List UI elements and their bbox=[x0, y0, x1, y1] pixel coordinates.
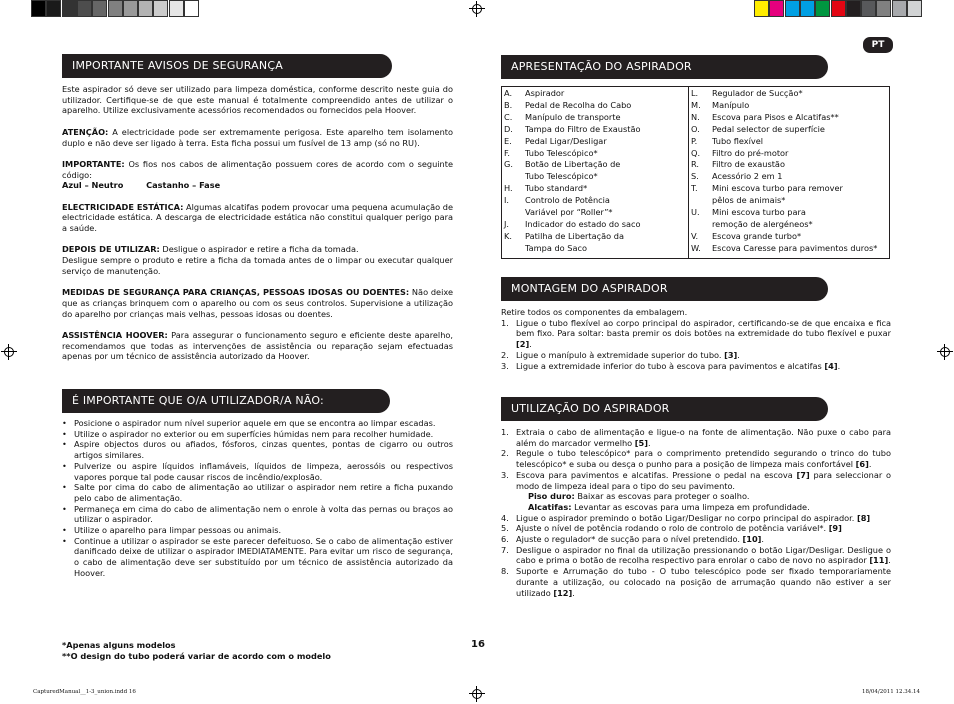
part-letter: L. bbox=[691, 88, 699, 98]
step-item bbox=[501, 448, 891, 469]
step-text-end: . bbox=[868, 459, 872, 470]
children-paragraph: MEDIDAS DE SEGURANÇA PARA CRIANÇAS, PESSOAS IDOSAS OU DOENTES: Não deixe que as crianças brinquem com o aparelho ou com os seus controlos. Supervisione a utilização do aparelho por crianças mais velhas, pessoas idosas ou doentes. bbox=[62, 287, 453, 319]
part-name: Filtro do pré-motor bbox=[712, 147, 789, 158]
part-row bbox=[691, 112, 877, 124]
step-number: 1. bbox=[501, 317, 509, 328]
part-letter bbox=[504, 243, 525, 255]
step-item bbox=[501, 566, 891, 598]
footnote-tube-design: **O design do tubo poderá variar de acordo com o modelo bbox=[62, 650, 331, 661]
section-title-assembly: MONTAGEM DO ASPIRADOR bbox=[501, 277, 828, 301]
color-swatch bbox=[754, 0, 769, 17]
step-text-end: . bbox=[647, 437, 651, 448]
part-name: Tubo Telescópico* bbox=[525, 171, 598, 182]
part-row bbox=[504, 219, 641, 231]
part-row bbox=[691, 231, 877, 243]
figure-ref: [4] bbox=[824, 360, 838, 371]
part-name: remoção de alergéneos* bbox=[712, 218, 813, 229]
color-swatch bbox=[846, 0, 861, 17]
parts-list-left bbox=[504, 88, 641, 255]
step-number: 1. bbox=[501, 427, 509, 437]
do-not-item: • Utilize o aparelho para limpar pessoas ou animais. bbox=[62, 525, 453, 536]
part-row bbox=[504, 88, 641, 100]
safety-text bbox=[62, 84, 453, 373]
part-name: Escova Caresse para pavimentos duros* bbox=[712, 242, 878, 253]
step-text: Ligue o manípulo à extremidade superior do tubo. bbox=[516, 349, 725, 360]
step-number: 6. bbox=[501, 534, 509, 545]
part-name: Variável por “Roller”* bbox=[525, 207, 613, 218]
color-swatch bbox=[769, 0, 784, 17]
part-row bbox=[504, 136, 641, 148]
step-text-end: . bbox=[529, 339, 532, 350]
registration-mark-top bbox=[469, 1, 485, 17]
footnotes bbox=[62, 640, 392, 661]
part-row bbox=[691, 171, 877, 183]
part-name: Filtro de exaustão bbox=[712, 159, 785, 170]
part-name: Botão de Libertação de bbox=[525, 159, 621, 170]
part-letter: T. bbox=[691, 183, 698, 194]
color-swatch bbox=[62, 0, 77, 17]
part-row bbox=[504, 207, 641, 219]
part-name: Tubo flexível bbox=[712, 135, 764, 146]
color-swatch bbox=[861, 0, 876, 17]
part-row bbox=[691, 219, 877, 231]
color-swatch bbox=[31, 0, 46, 17]
part-row bbox=[504, 100, 641, 112]
part-letter bbox=[504, 171, 525, 183]
color-swatch bbox=[46, 0, 61, 17]
part-name: Controlo de Potência bbox=[525, 195, 610, 206]
part-name: Escova para Pisos e Alcatifas** bbox=[712, 111, 839, 122]
step-number: 3. bbox=[501, 360, 509, 371]
part-row bbox=[504, 159, 641, 171]
assembly-text bbox=[501, 307, 891, 371]
part-name: Manípulo bbox=[712, 99, 750, 110]
part-row bbox=[691, 183, 877, 195]
step-text: Ligue o aspirador premindo o botão Ligar/Desligar no corpo principal do aspirador. bbox=[516, 512, 857, 523]
step-item bbox=[501, 513, 891, 524]
registration-mark-left bbox=[1, 344, 17, 360]
part-row bbox=[691, 100, 877, 112]
parts-list-right bbox=[691, 88, 877, 255]
step-text: Desligue o aspirador no final da utilização pressionando o botão Ligar/Desligar. Desligue o cabo e prima o botão de recolha respectivo para enrolar o cabo de novo no aspirador bbox=[516, 544, 891, 566]
part-letter: O. bbox=[691, 123, 700, 134]
part-row bbox=[504, 171, 641, 183]
part-row bbox=[691, 243, 877, 255]
step-text-end: . bbox=[572, 587, 575, 598]
part-row bbox=[504, 112, 641, 124]
color-swatch bbox=[77, 0, 92, 17]
part-letter: G. bbox=[504, 159, 513, 170]
slug-date: 18/04/2011 12.34.14 bbox=[862, 689, 920, 695]
part-letter: W. bbox=[691, 242, 701, 253]
step-text-end: . bbox=[888, 555, 891, 566]
do-not-item: • Posicione o aspirador num nível superior aquele em que se encontra ao limpar escadas. bbox=[62, 418, 453, 429]
part-row bbox=[691, 148, 877, 160]
part-name: Tampa do Saco bbox=[525, 242, 587, 253]
important-paragraph: IMPORTANTE: Os fios nos cabos de alimentação possuem cores de acordo com o seguinte código: Azul – Neutro Castanho – Fase bbox=[62, 158, 453, 191]
step-item bbox=[501, 427, 891, 448]
step-text: Ajuste o nível de potência rodando o rolo de controlo de potência variável*. bbox=[516, 523, 829, 534]
part-name: Mini escova turbo para remover bbox=[712, 183, 843, 194]
do-not-item: • Salte por cima do cabo de alimentação ao utilizar o aspirador nem retire a ficha puxando pelo cabo de alimentação. bbox=[62, 482, 453, 503]
part-row bbox=[691, 136, 877, 148]
part-letter: D. bbox=[504, 123, 513, 134]
part-name: Manípulo de transporte bbox=[525, 111, 621, 122]
color-swatch bbox=[831, 0, 846, 17]
hard-floor-note: Piso duro: Baixar as escovas para proteger o soalho. bbox=[528, 491, 750, 502]
step-text: Escova para pavimentos e alcatifas. Pressione o pedal na escova bbox=[516, 469, 797, 480]
part-name: Tubo standard* bbox=[525, 183, 588, 194]
slug-filename: CapturedManual__1-3_union.indd 16 bbox=[33, 689, 136, 695]
part-letter: I. bbox=[504, 195, 510, 206]
part-row bbox=[504, 183, 641, 195]
part-name: Aspirador bbox=[525, 88, 565, 98]
section-title-presentation: APRESENTAÇÃO DO ASPIRADOR bbox=[501, 55, 828, 79]
part-letter: N. bbox=[691, 111, 700, 122]
part-letter: K. bbox=[504, 230, 512, 241]
registration-mark-right bbox=[937, 344, 953, 360]
part-letter: E. bbox=[504, 135, 512, 146]
step-number: 4. bbox=[501, 512, 509, 523]
color-swatch bbox=[169, 0, 184, 17]
part-letter: F. bbox=[504, 147, 510, 158]
part-letter: M. bbox=[691, 99, 701, 110]
color-swatch bbox=[815, 0, 830, 17]
part-letter: C. bbox=[504, 111, 513, 122]
step-text-end: . bbox=[761, 534, 765, 545]
registration-mark-bottom bbox=[469, 686, 485, 702]
step-text: Regule o tubo telescópico* para o comprimento pretendido segurando o trinco do tubo telescópico* e suba ou desça o punho para a posição de limpeza mais confortável bbox=[516, 448, 891, 470]
color-swatch bbox=[800, 0, 815, 17]
figure-ref: [8] bbox=[856, 512, 871, 523]
section-title-do-not: É IMPORTANTE QUE O/A UTILIZADOR/A NÃO: bbox=[62, 389, 390, 413]
usage-text bbox=[501, 427, 891, 598]
step-number: 2. bbox=[501, 349, 509, 360]
part-letter: V. bbox=[691, 230, 699, 241]
figure-ref: [10] bbox=[742, 534, 762, 545]
step-number: 7. bbox=[501, 544, 509, 555]
step-text: Suporte e Arrumação do tubo - O tubo telescópico pode ser fixado temporariamente durante a utilização, ou colocado na posição de arrumação quando não estiver a ser utilizado bbox=[516, 566, 891, 598]
color-swatch bbox=[785, 0, 800, 17]
color-swatch bbox=[892, 0, 907, 17]
step-number: 3. bbox=[501, 469, 509, 480]
part-letter: U. bbox=[691, 207, 700, 218]
part-name: Patilha de Libertação da bbox=[525, 230, 625, 241]
figure-ref: [3] bbox=[724, 349, 738, 360]
figure-ref: [7] bbox=[796, 469, 810, 480]
part-letter bbox=[691, 195, 712, 207]
part-row bbox=[504, 148, 641, 160]
color-swatch bbox=[92, 0, 107, 17]
page-number: 16 bbox=[471, 639, 485, 650]
part-name: Regulador de Sucção* bbox=[712, 88, 803, 98]
part-letter bbox=[691, 219, 712, 231]
part-name: Pedal selector de superfície bbox=[712, 123, 825, 134]
step-text: Ajuste o regulador* de sucção para o nível pretendido. bbox=[516, 534, 743, 545]
part-name: Acessório 2 em 1 bbox=[712, 171, 783, 182]
do-not-item: • Pulverize ou aspire líquidos inflamáveis, líquidos de limpeza, aerossóis ou respectivos vapores porque tal pode causar riscos de incêndio/explosão. bbox=[62, 461, 453, 482]
color-swatch bbox=[184, 0, 199, 17]
part-letter: J. bbox=[504, 218, 510, 229]
step-item bbox=[501, 534, 891, 545]
part-letter: A. bbox=[504, 88, 513, 98]
step-item bbox=[501, 470, 891, 513]
part-row bbox=[691, 195, 877, 207]
part-name: pêlos de animais* bbox=[712, 195, 786, 206]
parts-divider bbox=[688, 87, 689, 258]
part-letter: P. bbox=[691, 135, 698, 146]
part-row bbox=[691, 88, 877, 100]
step-item bbox=[501, 361, 891, 372]
service-paragraph: ASSISTÊNCIA HOOVER: Para assegurar o funcionamento seguro e eficiente deste aparelho, recomendamos que todas as intervenções de assistência ou reparação sejam efectuadas apenas por um técnico de assistência autorizado da Hoover. bbox=[62, 330, 453, 362]
carpet-note: Alcatifas: Levantar as escovas para uma limpeza em profundidade. bbox=[528, 501, 810, 512]
step-number: 8. bbox=[501, 566, 509, 577]
part-name: Pedal de Recolha do Cabo bbox=[525, 99, 632, 110]
step-number: 5. bbox=[501, 523, 509, 534]
part-name: Escova grande turbo* bbox=[712, 230, 802, 241]
part-letter bbox=[504, 207, 525, 219]
section-title-usage: UTILIZAÇÃO DO ASPIRADOR bbox=[501, 397, 828, 421]
part-row bbox=[504, 231, 641, 243]
step-text-end: . bbox=[837, 360, 841, 371]
do-not-item: • Continue a utilizar o aspirador se este parecer defeituoso. Se o cabo de alimentação estiver danificado deixe de utilizar o aspirador IMEDIATAMENTE. Para evitar um risco de segurança, o cabo de alimentação deve ser substituído por um técnico de assistência autorizado da Hoover. bbox=[62, 536, 453, 579]
do-not-list bbox=[62, 418, 453, 579]
step-text: Ligue o tubo flexível ao corpo principal do aspirador, certificando-se de que encaixa e fica bem fixo. Para soltar: basta premir os dois botões na extremidade do tubo flexível e puxar bbox=[516, 317, 891, 339]
figure-ref: [12] bbox=[553, 587, 573, 598]
part-letter: S. bbox=[691, 171, 699, 182]
part-row bbox=[691, 207, 877, 219]
do-not-item: • Permaneça em cima do cabo de alimentação nem o enrole à volta das pernas ou braços ao utilizar o aspirador. bbox=[62, 504, 453, 525]
part-letter: R. bbox=[691, 159, 699, 170]
part-row bbox=[504, 195, 641, 207]
figure-ref: [6] bbox=[855, 459, 869, 470]
part-name: Mini escova turbo para bbox=[712, 207, 806, 218]
color-swatch bbox=[138, 0, 153, 17]
intro-paragraph: Este aspirador só deve ser utilizado para limpeza doméstica, conforme descrito neste guia do utilizador. Certifique-se de que este manual é totalmente compreendido antes de utilizar o aparelho. Utilize exclusivamente acessórios recomendados ou fornecidos pela Hoover. bbox=[62, 84, 453, 116]
do-not-item: • Aspire objectos duros ou afiados, fósforos, cinzas quentes, pontas de cigarro ou outros artigos similares. bbox=[62, 439, 453, 460]
figure-ref: [5] bbox=[634, 437, 648, 448]
part-row bbox=[691, 159, 877, 171]
figure-ref: [2] bbox=[516, 339, 530, 350]
do-not-item: • Utilize o aspirador no exterior ou em superfícies húmidas nem para recolher humidade. bbox=[62, 429, 453, 440]
step-text-end: para seleccionar o modo de limpeza ideal para o tipo do seu pavimento. bbox=[516, 469, 891, 491]
step-number: 2. bbox=[501, 448, 509, 459]
language-badge: PT bbox=[863, 37, 893, 53]
color-swatch bbox=[108, 0, 123, 17]
color-swatch bbox=[907, 0, 922, 17]
step-item bbox=[501, 523, 891, 534]
step-item bbox=[501, 318, 891, 350]
attention-paragraph: ATENÇÃO: A electricidade pode ser extremamente perigosa. Este aparelho tem isolamento duplo e não deve ser ligado à terra. Esta ficha possui um fusível de 13 amp (só no RU). bbox=[62, 126, 453, 148]
step-text-end: . bbox=[737, 349, 740, 360]
part-name: Pedal Ligar/Desligar bbox=[525, 135, 607, 146]
color-swatch bbox=[153, 0, 168, 17]
part-letter: H. bbox=[504, 183, 513, 194]
part-row bbox=[691, 124, 877, 136]
color-swatch bbox=[876, 0, 891, 17]
step-text: Extraia o cabo de alimentação e ligue-o na fonte de alimentação. Não puxe o cabo para além do marcador vermelho bbox=[516, 427, 891, 448]
part-name: Tubo Telescópico* bbox=[525, 147, 598, 158]
footnote-some-models: *Apenas alguns modelos bbox=[62, 640, 176, 650]
step-text: Ligue a extremidade inferior do tubo à escova para pavimentos e alcatifas bbox=[516, 360, 825, 371]
assembly-intro: Retire todos os componentes da embalagem. bbox=[501, 307, 688, 317]
color-swatch bbox=[123, 0, 138, 17]
section-title-safety: IMPORTANTE AVISOS DE SEGURANÇA bbox=[62, 54, 392, 78]
static-paragraph: ELECTRICIDADE ESTÁTICA: Algumas alcatifas podem provocar uma pequena acumulação de electricidade estática. A descarga de electricidade estática não constitui qualquer perigo para a saúde. bbox=[62, 201, 453, 234]
part-letter: Q. bbox=[691, 147, 701, 158]
part-letter: B. bbox=[504, 99, 513, 110]
part-name: Indicador do estado do saco bbox=[525, 218, 641, 229]
step-item bbox=[501, 545, 891, 566]
parts-box bbox=[501, 86, 890, 259]
step-item bbox=[501, 350, 891, 361]
after-use-paragraph: DEPOIS DE UTILIZAR: Desligue o aspirador e retire a ficha da tomada. Desligue sempre o produto e retire a ficha da tomada antes de o limpar ou executar qualquer serviço de manutenção. bbox=[62, 244, 453, 276]
part-name: Tampa do Filtro de Exaustão bbox=[525, 123, 641, 134]
figure-ref: [9] bbox=[828, 523, 842, 534]
figure-ref: [11] bbox=[869, 555, 889, 566]
part-row bbox=[504, 243, 641, 255]
part-row bbox=[504, 124, 641, 136]
